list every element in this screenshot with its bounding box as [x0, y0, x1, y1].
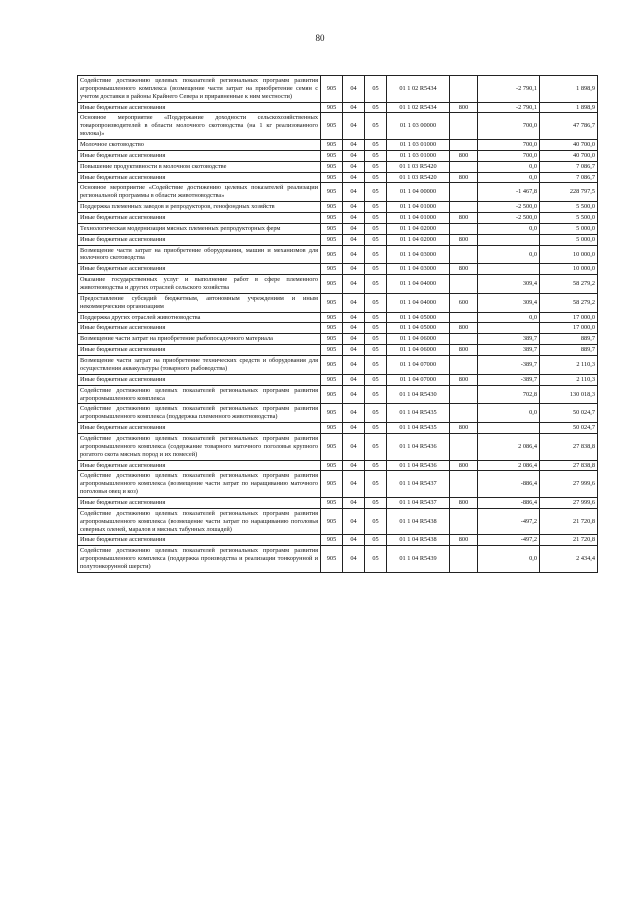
row-subsection-code: 05 [365, 374, 387, 385]
row-name: Иные бюджетные ассигнования [78, 172, 321, 183]
row-name: Оказание государственных услуг и выполнение работ в сфере племенного животноводства и других отраслей сельского хозяйства [78, 275, 321, 294]
row-amount-total: 21 720,8 [540, 535, 598, 546]
row-target-article: 01 1 04 03000 [387, 264, 450, 275]
table-row [78, 404, 598, 423]
budget-table [77, 75, 598, 573]
row-name: Поддержка других отраслей животноводства [78, 312, 321, 323]
row-amount-change: -2 790,1 [478, 102, 540, 113]
row-name: Иные бюджетные ассигнования [78, 323, 321, 334]
row-amount-total: 7 086,7 [540, 172, 598, 183]
row-section-code: 04 [343, 202, 365, 213]
row-name: Основное мероприятие «Содействие достижению целевых показателей реализации региональной программы в области животноводства» [78, 183, 321, 202]
row-glava-code: 905 [321, 546, 343, 573]
row-section-code: 04 [343, 245, 365, 264]
row-amount-change: -1 467,8 [478, 183, 540, 202]
row-name: Содействие достижению целевых показателей региональных программ развития агропромышленного комплекса (содержание товарного маточного поголовья крупного рогатого скота мясных пород и их помесей) [78, 433, 321, 460]
row-name: Иные бюджетные ассигнования [78, 423, 321, 434]
row-subsection-code: 05 [365, 213, 387, 224]
row-amount-change: -2 500,0 [478, 202, 540, 213]
row-name: Иные бюджетные ассигнования [78, 374, 321, 385]
row-target-article: 01 1 04 R5430 [387, 385, 450, 404]
table-row [78, 183, 598, 202]
row-subsection-code: 05 [365, 535, 387, 546]
table-row [78, 76, 598, 103]
row-subsection-code: 05 [365, 471, 387, 498]
row-subsection-code: 05 [365, 264, 387, 275]
row-glava-code: 905 [321, 223, 343, 234]
row-target-article: 01 1 03 R5420 [387, 161, 450, 172]
row-amount-change: 0,0 [478, 245, 540, 264]
row-name: Молочное скотоводство [78, 140, 321, 151]
row-subsection-code: 05 [365, 234, 387, 245]
row-target-article: 01 1 04 R5435 [387, 404, 450, 423]
row-expense-type [450, 76, 478, 103]
row-name: Иные бюджетные ассигнования [78, 150, 321, 161]
row-section-code: 04 [343, 460, 365, 471]
table-row [78, 293, 598, 312]
row-amount-change: -389,7 [478, 356, 540, 375]
row-amount-change: 309,4 [478, 275, 540, 294]
row-amount-total: 58 279,2 [540, 275, 598, 294]
row-subsection-code: 05 [365, 140, 387, 151]
row-expense-type: 800 [450, 497, 478, 508]
row-name: Иные бюджетные ассигнования [78, 535, 321, 546]
row-section-code: 04 [343, 140, 365, 151]
row-amount-total: 889,7 [540, 334, 598, 345]
row-subsection-code: 05 [365, 102, 387, 113]
row-subsection-code: 05 [365, 150, 387, 161]
row-amount-change: -886,4 [478, 471, 540, 498]
row-section-code: 04 [343, 433, 365, 460]
row-subsection-code: 05 [365, 546, 387, 573]
row-glava-code: 905 [321, 76, 343, 103]
row-expense-type [450, 245, 478, 264]
row-expense-type [450, 356, 478, 375]
row-amount-change: 700,0 [478, 113, 540, 140]
row-name: Поддержка племенных заводов и репродукторов, генофондных хозяйств [78, 202, 321, 213]
row-section-code: 04 [343, 213, 365, 224]
row-section-code: 04 [343, 275, 365, 294]
row-expense-type [450, 334, 478, 345]
row-target-article: 01 1 04 02000 [387, 234, 450, 245]
row-target-article: 01 1 04 07000 [387, 356, 450, 375]
table-row [78, 385, 598, 404]
table-row [78, 345, 598, 356]
row-target-article: 01 1 04 01000 [387, 202, 450, 213]
row-section-code: 04 [343, 293, 365, 312]
row-amount-change: 700,0 [478, 150, 540, 161]
row-glava-code: 905 [321, 102, 343, 113]
row-subsection-code: 05 [365, 172, 387, 183]
table-row [78, 172, 598, 183]
table-row [78, 508, 598, 535]
row-target-article: 01 1 02 R5434 [387, 76, 450, 103]
row-glava-code: 905 [321, 161, 343, 172]
row-target-article: 01 1 04 R5436 [387, 433, 450, 460]
row-name: Содействие достижению целевых показателей региональных программ развития агропромышленного комплекса (возмещение части затрат на приобретение семян с учетом доставки в районы Крайнего Севера и приравненные к ним местности) [78, 76, 321, 103]
table-row [78, 334, 598, 345]
row-name: Возмещение части затрат на приобретение технических средств и оборудования для осуществления аквакультуры (товарного рыбоводства) [78, 356, 321, 375]
table-row [78, 535, 598, 546]
row-subsection-code: 05 [365, 497, 387, 508]
row-amount-total: 1 898,9 [540, 102, 598, 113]
row-amount-change: 309,4 [478, 293, 540, 312]
row-expense-type: 800 [450, 374, 478, 385]
table-row [78, 264, 598, 275]
row-amount-total: 889,7 [540, 345, 598, 356]
row-name: Возмещение части затрат на приобретение рыбопосадочного материала [78, 334, 321, 345]
row-glava-code: 905 [321, 385, 343, 404]
row-section-code: 04 [343, 113, 365, 140]
row-name: Содействие достижению целевых показателей региональных программ развития агропромышленного комплекса [78, 385, 321, 404]
row-section-code: 04 [343, 183, 365, 202]
row-name: Иные бюджетные ассигнования [78, 213, 321, 224]
row-subsection-code: 05 [365, 76, 387, 103]
row-amount-total: 40 700,0 [540, 150, 598, 161]
row-glava-code: 905 [321, 323, 343, 334]
row-expense-type [450, 183, 478, 202]
row-expense-type: 800 [450, 460, 478, 471]
row-expense-type [450, 546, 478, 573]
row-section-code: 04 [343, 546, 365, 573]
row-expense-type: 800 [450, 264, 478, 275]
row-expense-type [450, 312, 478, 323]
row-amount-change: -389,7 [478, 374, 540, 385]
row-target-article: 01 1 04 R5438 [387, 508, 450, 535]
table-row [78, 546, 598, 573]
row-subsection-code: 05 [365, 460, 387, 471]
row-expense-type: 800 [450, 213, 478, 224]
row-target-article: 01 1 04 R5437 [387, 497, 450, 508]
row-amount-change: 0,0 [478, 312, 540, 323]
row-amount-total: 50 024,7 [540, 404, 598, 423]
row-amount-change: 700,0 [478, 140, 540, 151]
row-expense-type: 800 [450, 172, 478, 183]
row-expense-type: 800 [450, 345, 478, 356]
row-section-code: 04 [343, 102, 365, 113]
row-subsection-code: 05 [365, 161, 387, 172]
row-section-code: 04 [343, 172, 365, 183]
row-glava-code: 905 [321, 183, 343, 202]
table-row [78, 356, 598, 375]
row-amount-change: -2 500,0 [478, 213, 540, 224]
row-target-article: 01 1 04 R5438 [387, 535, 450, 546]
row-amount-total: 27 838,8 [540, 460, 598, 471]
row-expense-type: 800 [450, 323, 478, 334]
row-subsection-code: 05 [365, 404, 387, 423]
row-expense-type: 800 [450, 150, 478, 161]
table-row [78, 374, 598, 385]
row-amount-total: 10 000,0 [540, 245, 598, 264]
row-expense-type [450, 471, 478, 498]
table-row [78, 161, 598, 172]
row-amount-change [478, 264, 540, 275]
row-amount-total: 47 786,7 [540, 113, 598, 140]
row-target-article: 01 1 02 R5434 [387, 102, 450, 113]
row-glava-code: 905 [321, 497, 343, 508]
row-target-article: 01 1 04 07000 [387, 374, 450, 385]
row-amount-change: 0,0 [478, 404, 540, 423]
table-row [78, 312, 598, 323]
row-subsection-code: 05 [365, 223, 387, 234]
table-row [78, 213, 598, 224]
row-target-article: 01 1 03 00000 [387, 113, 450, 140]
row-section-code: 04 [343, 150, 365, 161]
row-glava-code: 905 [321, 293, 343, 312]
row-expense-type [450, 275, 478, 294]
row-amount-change: 2 086,4 [478, 433, 540, 460]
table-row [78, 433, 598, 460]
row-expense-type [450, 404, 478, 423]
row-glava-code: 905 [321, 356, 343, 375]
row-name: Иные бюджетные ассигнования [78, 234, 321, 245]
row-section-code: 04 [343, 423, 365, 434]
row-amount-total: 5 500,0 [540, 213, 598, 224]
row-target-article: 01 1 04 02000 [387, 223, 450, 234]
row-section-code: 04 [343, 385, 365, 404]
row-glava-code: 905 [321, 172, 343, 183]
table-row [78, 113, 598, 140]
row-name: Возмещение части затрат на приобретение оборудования, машин и механизмов для молочного скотоводства [78, 245, 321, 264]
row-section-code: 04 [343, 508, 365, 535]
row-glava-code: 905 [321, 423, 343, 434]
row-section-code: 04 [343, 471, 365, 498]
row-subsection-code: 05 [365, 433, 387, 460]
row-target-article: 01 1 04 05000 [387, 323, 450, 334]
row-glava-code: 905 [321, 245, 343, 264]
row-target-article: 01 1 04 01000 [387, 213, 450, 224]
row-section-code: 04 [343, 356, 365, 375]
row-amount-total: 7 086,7 [540, 161, 598, 172]
table-row [78, 150, 598, 161]
row-glava-code: 905 [321, 508, 343, 535]
table-row [78, 275, 598, 294]
row-section-code: 04 [343, 345, 365, 356]
table-row [78, 245, 598, 264]
row-amount-total: 50 024,7 [540, 423, 598, 434]
table-row [78, 202, 598, 213]
row-section-code: 04 [343, 334, 365, 345]
row-subsection-code: 05 [365, 113, 387, 140]
table-row [78, 223, 598, 234]
row-subsection-code: 05 [365, 323, 387, 334]
row-amount-total: 27 838,8 [540, 433, 598, 460]
row-section-code: 04 [343, 161, 365, 172]
row-amount-total: 27 999,6 [540, 497, 598, 508]
row-name: Иные бюджетные ассигнования [78, 264, 321, 275]
row-glava-code: 905 [321, 535, 343, 546]
row-target-article: 01 1 04 04000 [387, 293, 450, 312]
table-row [78, 460, 598, 471]
row-name: Технологическая модернизация мясных племенных репродукторных ферм [78, 223, 321, 234]
row-name: Иные бюджетные ассигнования [78, 345, 321, 356]
row-glava-code: 905 [321, 433, 343, 460]
row-glava-code: 905 [321, 345, 343, 356]
row-amount-change: -886,4 [478, 497, 540, 508]
row-amount-total: 1 898,9 [540, 76, 598, 103]
row-subsection-code: 05 [365, 385, 387, 404]
row-amount-total: 10 000,0 [540, 264, 598, 275]
row-expense-type: 800 [450, 234, 478, 245]
row-target-article: 01 1 04 06000 [387, 334, 450, 345]
row-glava-code: 905 [321, 150, 343, 161]
row-section-code: 04 [343, 323, 365, 334]
row-amount-total: 5 500,0 [540, 202, 598, 213]
row-expense-type [450, 202, 478, 213]
row-subsection-code: 05 [365, 356, 387, 375]
row-amount-total: 5 000,0 [540, 223, 598, 234]
row-amount-change [478, 234, 540, 245]
row-target-article: 01 1 04 03000 [387, 245, 450, 264]
row-amount-change: 0,0 [478, 172, 540, 183]
table-row [78, 497, 598, 508]
row-target-article: 01 1 04 R5436 [387, 460, 450, 471]
row-section-code: 04 [343, 312, 365, 323]
row-expense-type [450, 223, 478, 234]
table-row [78, 234, 598, 245]
row-amount-total: 228 797,5 [540, 183, 598, 202]
row-amount-change [478, 323, 540, 334]
row-amount-total: 40 700,0 [540, 140, 598, 151]
row-glava-code: 905 [321, 471, 343, 498]
row-subsection-code: 05 [365, 245, 387, 264]
row-amount-total: 17 000,0 [540, 323, 598, 334]
row-target-article: 01 1 03 01000 [387, 150, 450, 161]
row-expense-type: 800 [450, 423, 478, 434]
row-name: Иные бюджетные ассигнования [78, 102, 321, 113]
page-number: 80 [315, 33, 325, 43]
row-glava-code: 905 [321, 213, 343, 224]
row-expense-type [450, 140, 478, 151]
row-amount-total: 2 110,3 [540, 374, 598, 385]
row-amount-change: 702,8 [478, 385, 540, 404]
row-glava-code: 905 [321, 374, 343, 385]
row-amount-total: 2 434,4 [540, 546, 598, 573]
row-target-article: 01 1 03 R5420 [387, 172, 450, 183]
row-subsection-code: 05 [365, 508, 387, 535]
row-glava-code: 905 [321, 140, 343, 151]
row-glava-code: 905 [321, 312, 343, 323]
row-amount-change: 2 086,4 [478, 460, 540, 471]
row-expense-type: 800 [450, 535, 478, 546]
row-subsection-code: 05 [365, 183, 387, 202]
row-amount-change: -2 790,1 [478, 76, 540, 103]
row-amount-total: 5 000,0 [540, 234, 598, 245]
table-body [78, 76, 598, 573]
row-target-article: 01 1 04 R5439 [387, 546, 450, 573]
row-target-article: 01 1 04 R5437 [387, 471, 450, 498]
row-amount-total: 2 110,3 [540, 356, 598, 375]
row-glava-code: 905 [321, 234, 343, 245]
row-glava-code: 905 [321, 404, 343, 423]
row-glava-code: 905 [321, 275, 343, 294]
row-glava-code: 905 [321, 460, 343, 471]
row-expense-type: 800 [450, 102, 478, 113]
row-amount-change: 0,0 [478, 161, 540, 172]
row-glava-code: 905 [321, 264, 343, 275]
row-name: Содействие достижению целевых показателей региональных программ развития агропромышленного комплекса (поддержка племенного животноводства) [78, 404, 321, 423]
row-glava-code: 905 [321, 113, 343, 140]
row-amount-change [478, 423, 540, 434]
row-subsection-code: 05 [365, 312, 387, 323]
row-amount-change: 0,0 [478, 223, 540, 234]
row-amount-total: 130 018,3 [540, 385, 598, 404]
row-expense-type [450, 508, 478, 535]
row-amount-total: 58 279,2 [540, 293, 598, 312]
row-subsection-code: 05 [365, 345, 387, 356]
row-amount-change: 0,0 [478, 546, 540, 573]
row-amount-change: 389,7 [478, 345, 540, 356]
row-target-article: 01 1 04 04000 [387, 275, 450, 294]
row-target-article: 01 1 04 R5435 [387, 423, 450, 434]
row-section-code: 04 [343, 535, 365, 546]
row-target-article: 01 1 04 00000 [387, 183, 450, 202]
row-amount-change: -497,2 [478, 535, 540, 546]
row-subsection-code: 05 [365, 275, 387, 294]
row-subsection-code: 05 [365, 202, 387, 213]
row-section-code: 04 [343, 404, 365, 423]
row-name: Содействие достижению целевых показателей региональных программ развития агропромышленного комплекса (поддержка производства и реализации тонкорунной и полутонкорунной шерсти) [78, 546, 321, 573]
row-amount-change: 389,7 [478, 334, 540, 345]
row-name: Иные бюджетные ассигнования [78, 497, 321, 508]
row-expense-type [450, 161, 478, 172]
row-name: Основное мероприятие «Поддержание доходности сельскохозяйственных товаропроизводителей в области молочного скотоводства (на 1 кг реализованного молока)» [78, 113, 321, 140]
row-target-article: 01 1 03 01000 [387, 140, 450, 151]
row-glava-code: 905 [321, 334, 343, 345]
table-row [78, 102, 598, 113]
row-target-article: 01 1 04 06000 [387, 345, 450, 356]
row-amount-total: 21 720,8 [540, 508, 598, 535]
table-row [78, 140, 598, 151]
row-name: Содействие достижению целевых показателей региональных программ развития агропромышленного комплекса (возмещение части затрат по наращиванию маточного поголовья овец и коз) [78, 471, 321, 498]
row-name: Повышение продуктивности в молочном скотоводстве [78, 161, 321, 172]
row-section-code: 04 [343, 497, 365, 508]
row-subsection-code: 05 [365, 334, 387, 345]
row-subsection-code: 05 [365, 423, 387, 434]
row-name: Содействие достижению целевых показателей региональных программ развития агропромышленного комплекса (возмещение части затрат по наращиванию поголовья северных оленей, маралов и мясных табунных лошадей) [78, 508, 321, 535]
row-glava-code: 905 [321, 202, 343, 213]
row-section-code: 04 [343, 374, 365, 385]
row-name: Предоставление субсидий бюджетным, автономным учреждениям и иным некоммерческим организациям [78, 293, 321, 312]
row-section-code: 04 [343, 223, 365, 234]
row-subsection-code: 05 [365, 293, 387, 312]
row-name: Иные бюджетные ассигнования [78, 460, 321, 471]
table-row [78, 323, 598, 334]
row-expense-type: 600 [450, 293, 478, 312]
row-target-article: 01 1 04 05000 [387, 312, 450, 323]
row-amount-change: -497,2 [478, 508, 540, 535]
row-section-code: 04 [343, 234, 365, 245]
table-row [78, 423, 598, 434]
table-row [78, 471, 598, 498]
row-amount-total: 17 000,0 [540, 312, 598, 323]
row-expense-type [450, 385, 478, 404]
row-expense-type [450, 433, 478, 460]
row-expense-type [450, 113, 478, 140]
row-section-code: 04 [343, 76, 365, 103]
row-amount-total: 27 999,6 [540, 471, 598, 498]
row-section-code: 04 [343, 264, 365, 275]
